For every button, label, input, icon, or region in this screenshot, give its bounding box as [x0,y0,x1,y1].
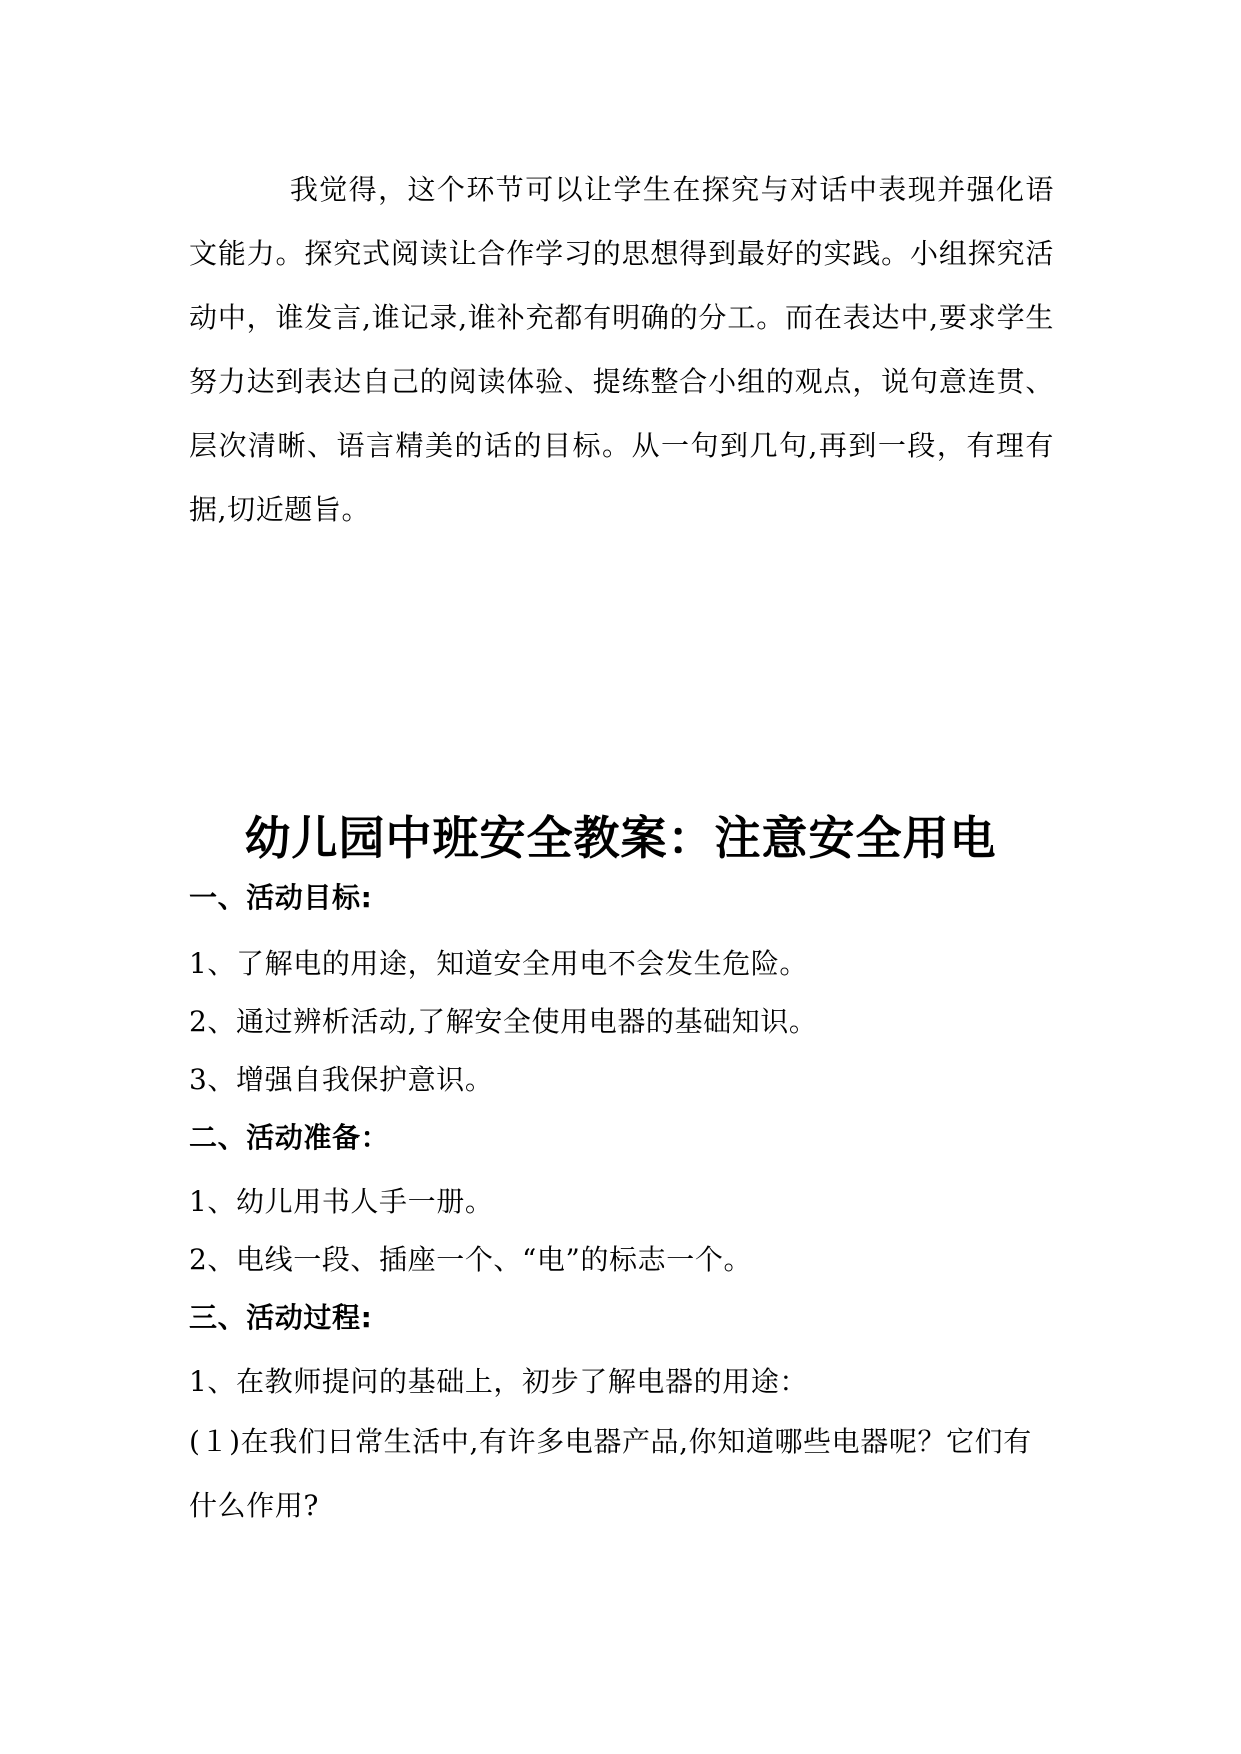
section-heading-process: 三、活动过程: [189,1301,373,1334]
process-item-1: 1、在教师提问的基础上，初步了解电器的用途： [189,1365,809,1398]
goal-item-3: 3、增强自我保护意识。 [189,1063,494,1096]
preparation-item-1: 1、幼儿用书人手一册。 [189,1185,494,1218]
preparation-item-2: 2、电线一段、插座一个、“电”的标志一个。 [189,1243,753,1276]
intro-paragraph [189,158,1054,542]
process-subitem-1: (１)在我们日常生活中,有许多电器产品,你知道哪些电器呢？它们有 [189,1425,1032,1458]
section-heading-goals: 一、活动目标: [189,881,373,914]
document-title: 幼儿园中班安全教案：注意安全用电 [244,811,997,865]
section-heading-preparation: 二、活动准备： [189,1121,390,1154]
intro-paragraph-text: 我觉得，这个环节可以让学生在探究与对话中表现并强化语文能力。探究式阅读让合作学习的思想得到最好的实践。小组探究活动中，谁发言,谁记录,谁补充都有明确的分工。而在表达中,要求学生努力达到表达自己的阅读体验、提练整合小组的观点，说句意连贯、层次清晰、语言精美的话的目标。从一句到几句,再到一段，有理有据,切近题旨。 [189,173,1054,526]
process-subitem-1-continued: 什么作用? [189,1489,320,1522]
goal-item-1: 1、了解电的用途，知道安全用电不会发生危险。 [189,947,809,980]
goal-item-2: 2、通过辨析活动,了解安全使用电器的基础知识。 [189,1005,818,1038]
